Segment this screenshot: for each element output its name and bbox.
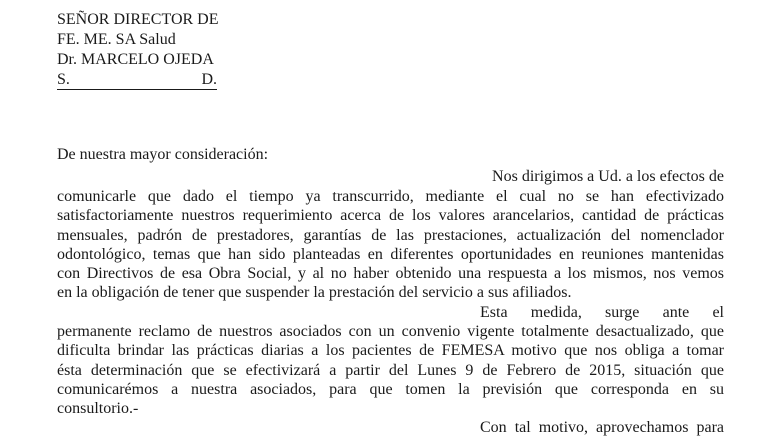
recipient-line-3: Dr. MARCELO OJEDA bbox=[57, 51, 214, 68]
paragraph1-line: mensuales, padrón de prestadores, garantías de las prestaciones, actualización del nomenclador bbox=[57, 227, 724, 244]
paragraph2-line: dificulta brindar las prácticas diarias a los pacientes de FEMESA motivo que nos obliga a tomar bbox=[57, 342, 724, 359]
paragraph2-line: ésta determinación que se efectivizará a partir del Lunes 9 de Febrero de 2015, situación que bbox=[57, 362, 724, 379]
paragraph2-line: permanente reclamo de nuestros asociados con un convenio vigente totalmente desactualizado, que bbox=[57, 323, 724, 340]
d-label: D. bbox=[201, 71, 217, 88]
paragraph1-line: odontológico, temas que han sido planteadas en diferentes oportunidades en reuniones mantenidas bbox=[57, 246, 724, 263]
recipient-line-1: SEÑOR DIRECTOR DE bbox=[57, 11, 219, 28]
paragraph2-last-line: consultorio.- bbox=[57, 400, 139, 417]
recipient-sd-line bbox=[57, 70, 217, 90]
paragraph1-last-line: en la obligación de tener que suspender la prestación del servicio a sus afiliados. bbox=[57, 284, 572, 301]
s-label: S. bbox=[57, 71, 70, 88]
paragraph2-line: comunicarémos a nuestra asociados, para que tomen la previsión que corresponda en su bbox=[57, 381, 724, 398]
paragraph1-line: con Directivos de esa Obra Social, y al no haber obtenido una respuesta a los mismos, nos vemos bbox=[57, 265, 724, 282]
paragraph1-line: satisfactoriamente nuestros requerimiento acerca de los valores arancelarios, cantidad de prácticas bbox=[57, 207, 724, 224]
paragraph3-first-line: Con tal motivo, aprovechamos para bbox=[480, 419, 724, 436]
paragraph2-first-line: Esta medida, surge ante el bbox=[480, 304, 724, 321]
paragraph1-line: comunicarle que dado el tiempo ya transcurrido, mediante el cual no se han efectivizado bbox=[57, 188, 724, 205]
salutation: De nuestra mayor consideración: bbox=[57, 146, 269, 163]
recipient-line-2: FE. ME. SA Salud bbox=[57, 31, 176, 48]
paragraph1-first-line: Nos dirigimos a Ud. a los efectos de bbox=[492, 168, 724, 185]
